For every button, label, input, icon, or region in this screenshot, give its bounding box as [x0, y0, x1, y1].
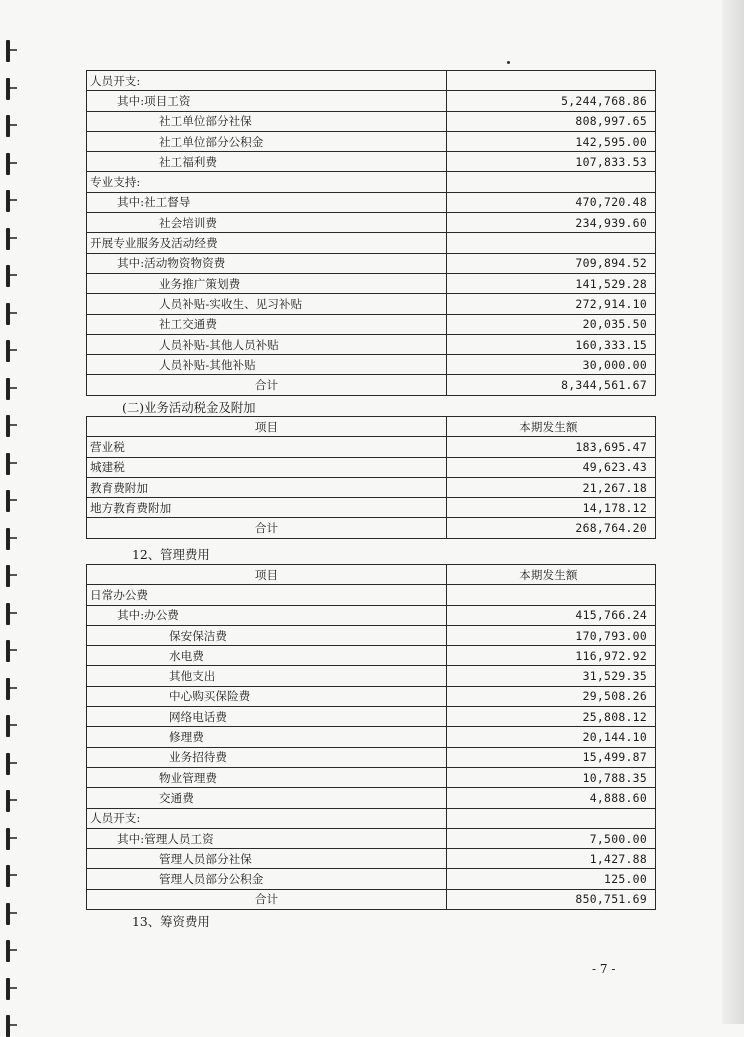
table-row [87, 437, 656, 457]
row-label: 社会培训费 [87, 213, 447, 233]
binding-holes [6, 20, 18, 1020]
total-amount: 850,751.69 [447, 889, 656, 909]
table-row [87, 131, 656, 151]
table-row [87, 666, 656, 686]
row-label: 其他支出 [87, 666, 447, 686]
binding-hole [6, 903, 10, 925]
row-amount: 49,623.43 [447, 457, 656, 477]
section-heading-management-expenses: 12、管理费用 [132, 547, 210, 562]
row-amount: 709,894.52 [447, 253, 656, 273]
row-amount: 116,972.92 [447, 646, 656, 666]
row-label: 人员补贴-其他补贴 [87, 355, 447, 375]
binding-hole [6, 490, 10, 512]
table-row [87, 747, 656, 767]
binding-hole [6, 265, 10, 287]
binding-hole [6, 790, 10, 812]
binding-hole [6, 340, 10, 362]
row-amount: 234,939.60 [447, 213, 656, 233]
binding-hole [6, 753, 10, 775]
binding-hole [6, 190, 10, 212]
table-row [87, 294, 656, 314]
binding-hole [6, 228, 10, 250]
col-header-amount: 本期发生额 [447, 417, 656, 437]
row-amount: 10,788.35 [447, 767, 656, 787]
row-amount: 31,529.35 [447, 666, 656, 686]
row-label: 人员补贴-其他人员补贴 [87, 334, 447, 354]
row-label: 网络电话费 [87, 707, 447, 727]
row-amount: 272,914.10 [447, 294, 656, 314]
table-row [87, 498, 656, 518]
row-amount: 183,695.47 [447, 437, 656, 457]
binding-hole [6, 303, 10, 325]
binding-hole [6, 1015, 10, 1037]
binding-hole [6, 115, 10, 137]
table-row [87, 213, 656, 233]
table-row [87, 767, 656, 787]
binding-hole [6, 40, 10, 62]
row-label: 日常办公费 [87, 585, 447, 605]
row-amount: 15,499.87 [447, 747, 656, 767]
binding-hole [6, 153, 10, 175]
binding-hole [6, 528, 10, 550]
binding-hole [6, 565, 10, 587]
staff-expense-table [86, 70, 656, 396]
row-amount: 7,500.00 [447, 828, 656, 848]
row-label: 中心购买保险费 [87, 686, 447, 706]
row-label: 保安保洁费 [87, 625, 447, 645]
row-label: 管理人员部分公积金 [87, 869, 447, 889]
table-row [87, 808, 656, 828]
binding-hole [6, 640, 10, 662]
row-amount: 470,720.48 [447, 192, 656, 212]
row-label: 交通费 [87, 788, 447, 808]
col-header-amount: 本期发生额 [447, 565, 656, 585]
section-heading-business-tax: (二)业务活动税金及附加 [122, 400, 256, 415]
table-row [87, 625, 656, 645]
table-row [87, 788, 656, 808]
row-label: 开展专业服务及活动经费 [87, 233, 447, 253]
total-label: 合计 [87, 375, 447, 395]
row-label: 水电费 [87, 646, 447, 666]
binding-hole [6, 678, 10, 700]
table-row [87, 334, 656, 354]
row-label: 其中:活动物资物资费 [87, 253, 447, 273]
row-amount: 125.00 [447, 869, 656, 889]
table-row [87, 457, 656, 477]
binding-hole [6, 865, 10, 887]
row-label: 业务招待费 [87, 747, 447, 767]
row-amount: 107,833.53 [447, 152, 656, 172]
table-row [87, 828, 656, 848]
row-label: 其中:社工督导 [87, 192, 447, 212]
table-header-row [87, 417, 656, 437]
row-label: 专业支持: [87, 172, 447, 192]
page-number: - 7 - [592, 962, 616, 976]
binding-hole [6, 378, 10, 400]
table-row [87, 355, 656, 375]
page-edge-shadow [722, 0, 744, 1024]
management-expense-table [86, 564, 656, 910]
total-row [87, 518, 656, 538]
row-amount: 5,244,768.86 [447, 91, 656, 111]
table-row [87, 585, 656, 605]
binding-hole [6, 940, 10, 962]
col-header-item: 项目 [87, 565, 447, 585]
col-header-item: 项目 [87, 417, 447, 437]
business-tax-table [86, 416, 656, 539]
table-row [87, 111, 656, 131]
row-amount: 25,808.12 [447, 707, 656, 727]
row-label: 业务推广策划费 [87, 273, 447, 293]
row-label: 社工福利费 [87, 152, 447, 172]
table-row [87, 849, 656, 869]
table-row [87, 233, 656, 253]
row-label: 地方教育费附加 [87, 498, 447, 518]
row-amount: 142,595.00 [447, 131, 656, 151]
row-label: 社工单位部分公积金 [87, 131, 447, 151]
row-amount: 415,766.24 [447, 605, 656, 625]
row-amount [447, 172, 656, 192]
row-amount [447, 233, 656, 253]
row-amount: 808,997.65 [447, 111, 656, 131]
row-amount: 160,333.15 [447, 334, 656, 354]
row-label: 营业税 [87, 437, 447, 457]
total-row [87, 375, 656, 395]
table-row [87, 314, 656, 334]
section-heading-financing-costs: 13、筹资费用 [132, 914, 210, 929]
ink-dot [507, 61, 510, 64]
row-amount: 1,427.88 [447, 849, 656, 869]
table-row [87, 273, 656, 293]
table-row [87, 152, 656, 172]
row-label: 管理人员部分社保 [87, 849, 447, 869]
binding-hole [6, 453, 10, 475]
table-row [87, 605, 656, 625]
total-amount: 268,764.20 [447, 518, 656, 538]
table-row [87, 477, 656, 497]
row-label: 修理费 [87, 727, 447, 747]
total-amount: 8,344,561.67 [447, 375, 656, 395]
table-row [87, 253, 656, 273]
binding-hole [6, 78, 10, 100]
row-amount: 14,178.12 [447, 498, 656, 518]
row-amount: 170,793.00 [447, 625, 656, 645]
row-amount [447, 71, 656, 91]
binding-hole [6, 415, 10, 437]
row-amount [447, 585, 656, 605]
row-label: 其中:办公费 [87, 605, 447, 625]
row-label: 人员开支: [87, 808, 447, 828]
row-amount: 29,508.26 [447, 686, 656, 706]
table-row [87, 869, 656, 889]
table-row [87, 686, 656, 706]
row-label: 社工单位部分社保 [87, 111, 447, 131]
table-row [87, 192, 656, 212]
binding-hole [6, 978, 10, 1000]
table-row [87, 646, 656, 666]
row-label: 人员补贴-实收生、见习补贴 [87, 294, 447, 314]
table-row [87, 727, 656, 747]
row-amount: 141,529.28 [447, 273, 656, 293]
row-amount: 21,267.18 [447, 477, 656, 497]
binding-hole [6, 715, 10, 737]
table-row [87, 172, 656, 192]
table-header-row [87, 565, 656, 585]
row-amount: 30,000.00 [447, 355, 656, 375]
table-row [87, 707, 656, 727]
row-label: 人员开支: [87, 71, 447, 91]
total-row [87, 889, 656, 909]
table-row [87, 91, 656, 111]
row-label: 社工交通费 [87, 314, 447, 334]
row-label: 其中:项目工资 [87, 91, 447, 111]
row-label: 城建税 [87, 457, 447, 477]
row-amount [447, 808, 656, 828]
binding-hole [6, 828, 10, 850]
row-label: 教育费附加 [87, 477, 447, 497]
row-label: 其中:管理人员工资 [87, 828, 447, 848]
row-amount: 4,888.60 [447, 788, 656, 808]
table-row [87, 71, 656, 91]
row-label: 物业管理费 [87, 767, 447, 787]
row-amount: 20,035.50 [447, 314, 656, 334]
binding-hole [6, 603, 10, 625]
total-label: 合计 [87, 889, 447, 909]
row-amount: 20,144.10 [447, 727, 656, 747]
total-label: 合计 [87, 518, 447, 538]
